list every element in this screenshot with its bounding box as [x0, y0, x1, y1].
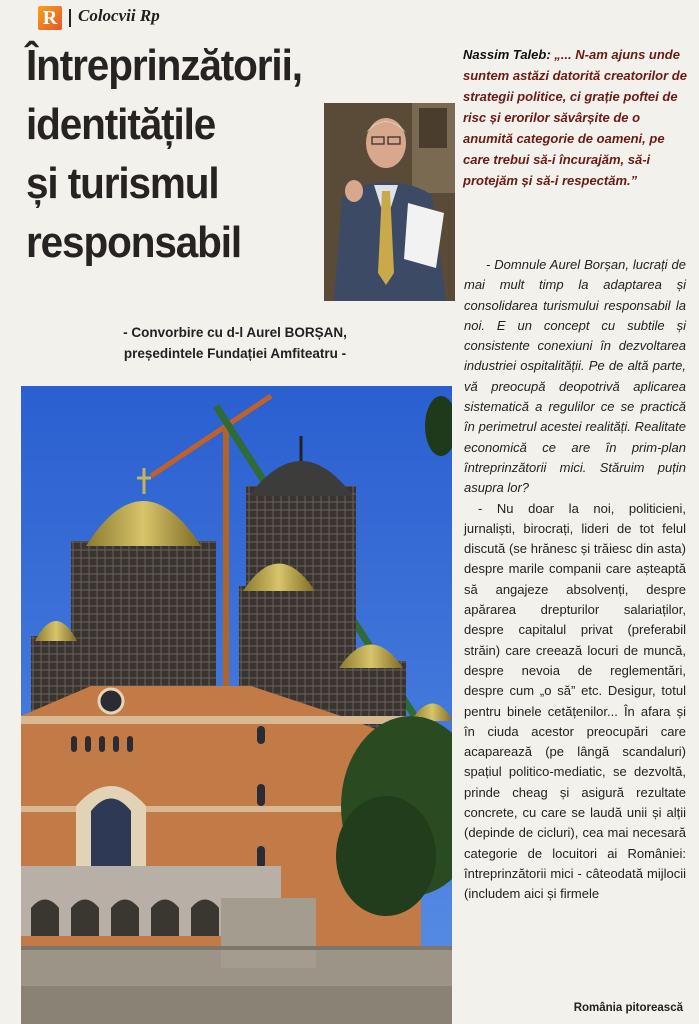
article-subtitle	[90, 322, 380, 364]
title-line-2: identitățile	[26, 100, 216, 149]
subtitle-line-1: - Convorbire cu d-l Aurel BORȘAN,	[123, 325, 347, 340]
article-title	[26, 36, 302, 272]
title-line-4: responsabil	[26, 218, 242, 267]
section-label: Colocvii Rp	[78, 6, 160, 25]
subtitle-line-2: președintele Fundației Amfiteatru -	[123, 346, 347, 361]
quote-author: Nassim Taleb:	[463, 47, 551, 62]
publication-footer: România pitorească	[573, 1002, 683, 1014]
cathedral-photo	[21, 386, 452, 1024]
quote-text: „... N-am ajuns unde suntem astăzi datorită creatorilor de strategii politice, ci grație poftei de risc și erorilor săvârșite de o anumită categorie de oameni, pe care trebui să-i încurajăm, să-i protejăm și să-i respectăm.”	[463, 47, 687, 188]
header-divider	[69, 9, 71, 27]
title-line-3: și turismul	[26, 159, 219, 208]
article-body	[464, 255, 686, 905]
speaker-portrait-photo	[324, 103, 455, 301]
title-line-1: Întreprinzătorii,	[26, 41, 302, 90]
interview-question: - Domnule Aurel Borșan, lucrați de mai mult timp la adaptarea și consolidarea turismului responsabil la noi. E un concept cu subtile și consistente conexiuni în dezvoltarea industriei ospitalității. Pe de altă parte, vă preocupă deopotrivă aplicarea sistematică a regulilor ce se practică în perimetrul acestei realități. Realitate economică ce are în prim-plan întreprinzătorii mici. Stăruim puțin asupra lor?	[464, 257, 686, 496]
pull-quote	[463, 44, 693, 191]
magazine-logo: R	[38, 6, 62, 30]
interview-answer: - Nu doar la noi, politicieni, jurnaliști, birocrați, lideri de tot felul discută (se hrănesc și trăiesc din asta) despre marile companii care așteaptă să angajeze absolvenți, despre apărarea drepturilor salariaților, despre capitalul privat (preferabil străin) care creează locuri de muncă, despre nevoia de reglementări, despre cum „o să” etc. Desigur, totul pentru binele cetățenilor... În afara și în ciuda acestor preocupări care acaparează (pe lângă scandaluri) spațiul politico-mediatic, se dezvoltă, prinde cheag și asigură rezultate concrete, cu care se laudă unii și alții (depinde de cicluri), cea mai necesară categorie de locuitori ai României: întreprinzătorii mici - câteodată mijlocii (includem aici și firmele	[464, 500, 686, 902]
